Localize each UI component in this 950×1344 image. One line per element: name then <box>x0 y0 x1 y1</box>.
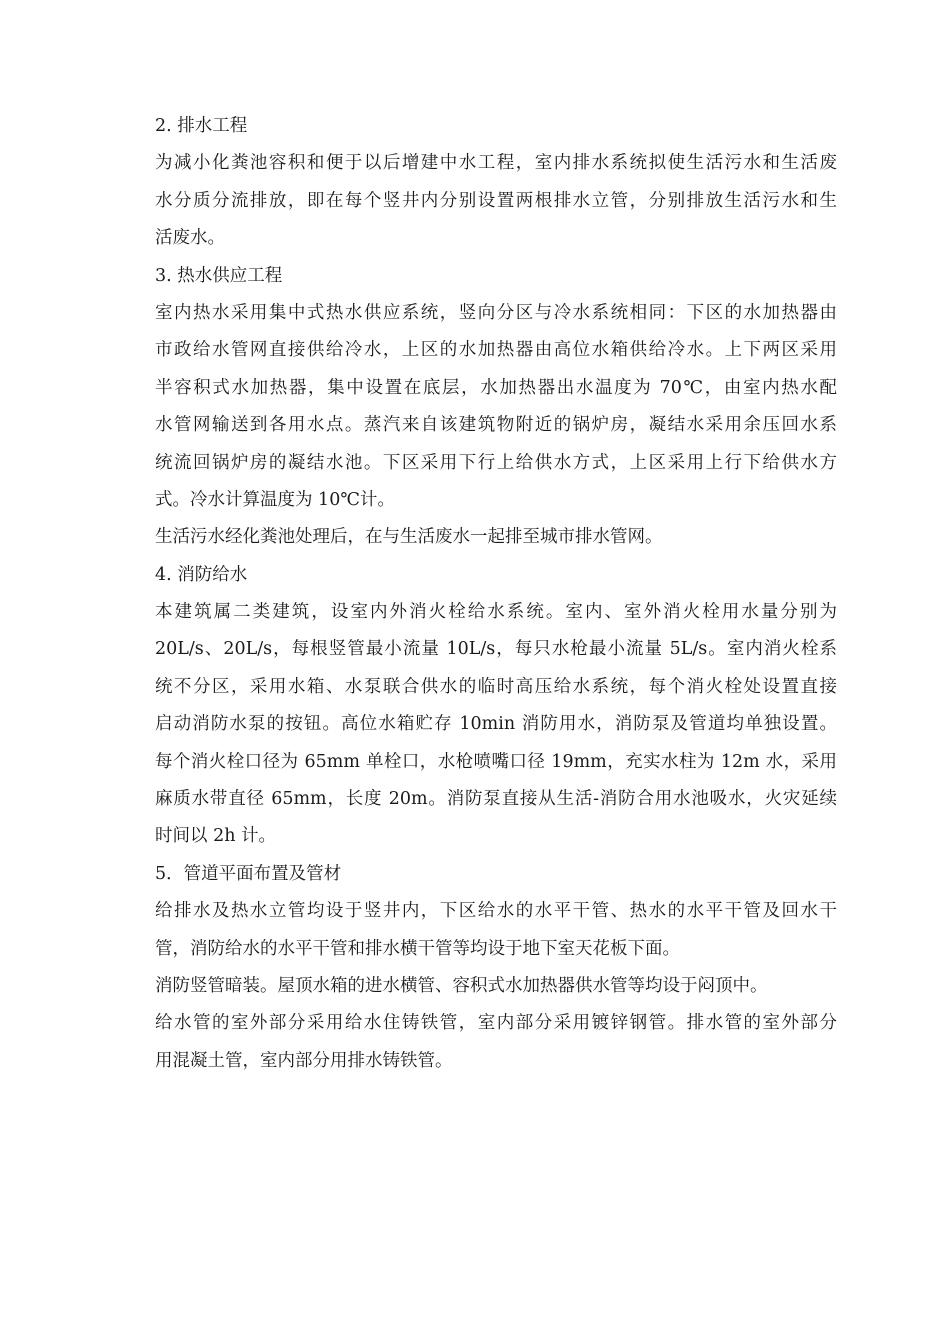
heading-fire-water: 4. 消防给水 <box>155 564 248 585</box>
text-line: 为减小化粪池容积和便于以后增建中水工程，室内排水系统拟使生活污水和生活废 <box>155 153 837 174</box>
text-line: 统不分区，采用水箱、水泵联合供水的临时高压给水系统，每个消火栓处设置直接 <box>155 676 837 697</box>
text-line: 水分质分流排放，即在每个竖井内分别设置两根排水立管，分别排放生活污水和生 <box>155 190 837 211</box>
text-line: 室内热水采用集中式热水供应系统，竖向分区与冷水系统相同：下区的水加热器由 <box>155 302 837 323</box>
text-line: 20L/s、20L/s，每根竖管最小流量 10L/s，每只水枪最小流量 5L/s。室内消火栓系 <box>155 639 837 660</box>
text-line: 麻质水带直径 65mm，长度 20m。消防泵直接从生活-消防合用水池吸水，火灾延续 <box>155 789 837 810</box>
text-line: 给水管的室外部分采用给水住铸铁管，室内部分采用镀锌钢管。排水管的室外部分 <box>155 1013 837 1034</box>
text-line: 半容积式水加热器，集中设置在底层，水加热器出水温度为 70℃，由室内热水配 <box>155 377 837 398</box>
text-line: 给排水及热水立管均设于竖井内，下区给水的水平干管、热水的水平干管及回水干 <box>155 901 837 922</box>
heading-drainage: 2. 排水工程 <box>155 116 248 136</box>
text-line: 管，消防给水的水平干管和排水横干管等均设于地下室天花板下面。 <box>155 938 680 959</box>
text-line: 本建筑属二类建筑，设室内外消火栓给水系统。室内、室外消火栓用水量分别为 <box>155 602 837 623</box>
text-line: 用混凝土管，室内部分用排水铸铁管。 <box>155 1050 453 1071</box>
text-line: 消防竖管暗装。屋顶水箱的进水横管、容积式水加热器供水管等均设于闷顶中。 <box>155 975 768 996</box>
text-line: 时间以 2h 计。 <box>155 826 277 847</box>
document-page <box>155 111 837 1083</box>
text-line: 市政给水管网直接供给冷水，上区的水加热器由高位水箱供给冷水。上下两区采用 <box>155 340 837 361</box>
text-line: 活废水。 <box>155 228 225 249</box>
heading-pipe-layout: 5．管道平面布置及管材 <box>155 863 342 884</box>
text-line: 统流回锅炉房的凝结水池。下区采用下行上给供水方式，上区采用上行下给供水方 <box>155 452 837 473</box>
text-line: 水管网输送到各用水点。蒸汽来自该建筑物附近的锅炉房，凝结水采用余压回水系 <box>155 415 837 436</box>
text-line: 式。冷水计算温度为 10℃计。 <box>155 489 395 510</box>
text-line: 生活污水经化粪池处理后，在与生活废水一起排至城市排水管网。 <box>155 527 663 548</box>
heading-hot-water: 3. 热水供应工程 <box>155 265 283 286</box>
text-line: 启动消防水泵的按钮。高位水箱贮存 10min 消防用水，消防泵及管道均单独设置。 <box>155 714 837 735</box>
text-line: 每个消火栓口径为 65mm 单栓口，水枪喷嘴口径 19mm，充实水柱为 12m 水，采用 <box>155 751 837 772</box>
